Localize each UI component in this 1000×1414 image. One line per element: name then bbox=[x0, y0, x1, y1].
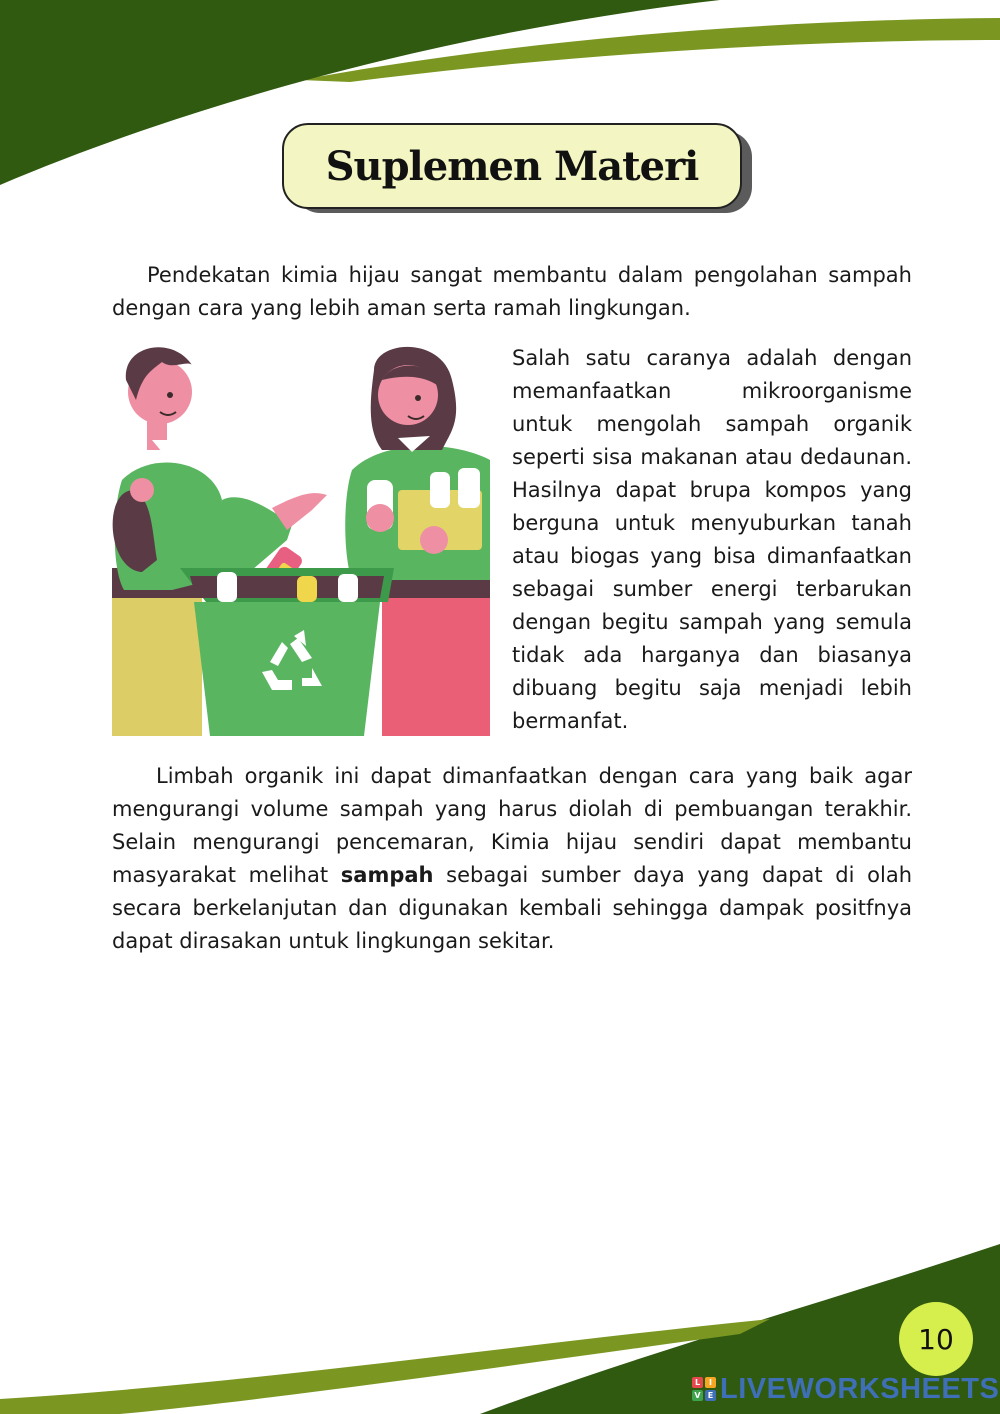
page-title: Suplemen Materi bbox=[325, 142, 699, 190]
page-number-badge bbox=[899, 1302, 973, 1376]
intro-paragraph: Pendekatan kimia hijau sangat membantu dalam pengolahan sampah dengan cara yang lebih aman serta ramah lingkungan. bbox=[112, 263, 912, 320]
liveworksheets-logo-icon bbox=[692, 1377, 716, 1401]
girl-figure bbox=[345, 347, 490, 580]
title-box bbox=[282, 123, 742, 209]
liveworksheets-watermark bbox=[692, 1372, 999, 1406]
side-paragraph: Salah satu caranya adalah dengan memanfaatkan mikroorganisme untuk mengolah sampah organik seperti sisa makanan atau dedaunan. Hasilnya dapat brupa kompos yang berguna untuk menyuburkan tanah atau biogas yang bisa dimanfaatkan sebagai sumber energi terbarukan dengan begitu sampah yang semula tidak ada harganya dan biasanya dibuang begitu saja menjadi lebih bermanfat. bbox=[512, 346, 912, 733]
page-number: 10 bbox=[918, 1322, 954, 1356]
logo-letter: I bbox=[705, 1377, 716, 1388]
logo-letter: L bbox=[692, 1377, 703, 1388]
green-bin bbox=[180, 568, 394, 736]
logo-letter: V bbox=[692, 1390, 703, 1401]
closing-text-start: Limbah organik ini dapat dimanfaatkan dengan cara yang baik agar mengurangi volume sampah yang harus diolah di pembuangan terakhir. Selain mengurangi pencemaran, Kimia hijau sendiri dapat membantu masyarakat melihat bbox=[112, 764, 912, 887]
logo-letter: E bbox=[705, 1390, 716, 1401]
closing-text-end: sebagai sumber daya yang dapat di olah secara berkelanjutan dan digunakan kembali sehingga dampak positfnya dapat dirasakan untuk lingkungan sekitar. bbox=[112, 863, 912, 953]
recycling-illustration bbox=[112, 340, 490, 736]
title-banner bbox=[282, 123, 742, 209]
watermark-text: LIVEWORKSHEETS bbox=[720, 1372, 1000, 1405]
emphasis-sampah: sampah bbox=[340, 863, 434, 887]
closing-paragraph bbox=[112, 760, 912, 958]
